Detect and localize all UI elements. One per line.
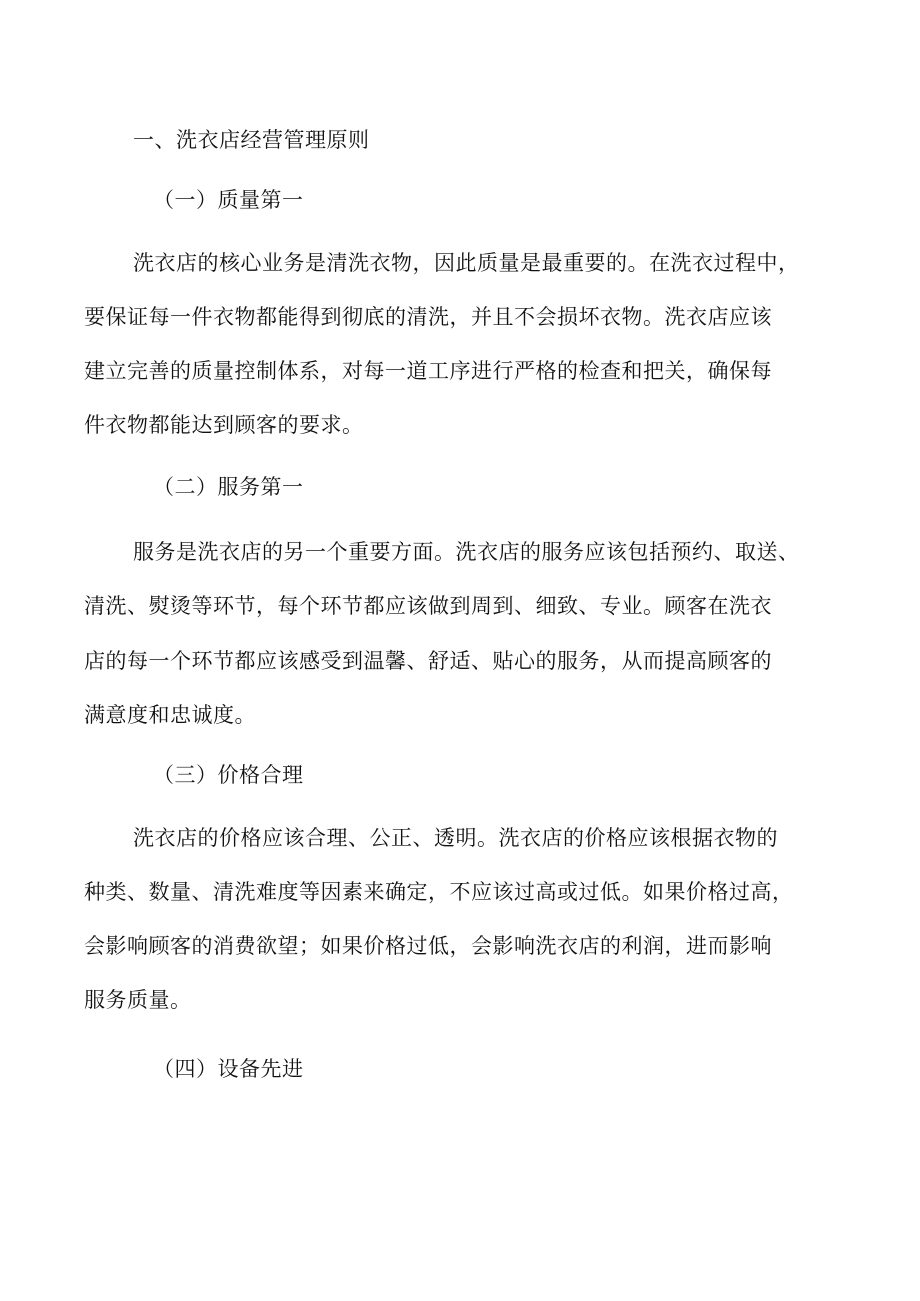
paragraph-line: 件衣物都能达到顾客的要求。 xyxy=(84,413,364,437)
paragraph-line: 服务质量。 xyxy=(84,988,192,1012)
paragraph-line: 要保证每一件衣物都能得到彻底的清洗，并且不会损坏衣物。洗衣店应该 xyxy=(84,305,772,329)
section-heading: 一、洗衣店经营管理原则 xyxy=(133,128,370,152)
paragraph-line: 洗衣店的核心业务是清洗衣物，因此质量是最重要的。在洗衣过程中， xyxy=(133,251,800,275)
paragraph-line: 建立完善的质量控制体系，对每一道工序进行严格的检查和把关，确保每 xyxy=(84,359,772,383)
paragraph-line: 种类、数量、清洗难度等因素来确定，不应该过高或过低。如果价格过高， xyxy=(84,880,794,904)
subsection-title-price: （三）价格合理 xyxy=(153,763,304,787)
paragraph-line: 洗衣店的价格应该合理、公正、透明。洗衣店的价格应该根据衣物的 xyxy=(133,826,778,850)
subsection-title-service: （二）服务第一 xyxy=(153,475,304,499)
paragraph-line: 清洗、熨烫等环节，每个环节都应该做到周到、细致、专业。顾客在洗衣 xyxy=(84,594,772,618)
subsection-title-equipment: （四）设备先进 xyxy=(153,1057,304,1081)
paragraph-line: 满意度和忠诚度。 xyxy=(84,703,256,727)
subsection-title-quality: （一）质量第一 xyxy=(153,188,304,212)
paragraph-line: 会影响顾客的消费欲望；如果价格过低，会影响洗衣店的利润，进而影响 xyxy=(84,934,772,958)
paragraph-line: 店的每一个环节都应该感受到温馨、舒适、贴心的服务，从而提高顾客的 xyxy=(84,649,772,673)
paragraph-line: 服务是洗衣店的另一个重要方面。洗衣店的服务应该包括预约、取送、 xyxy=(133,540,800,564)
